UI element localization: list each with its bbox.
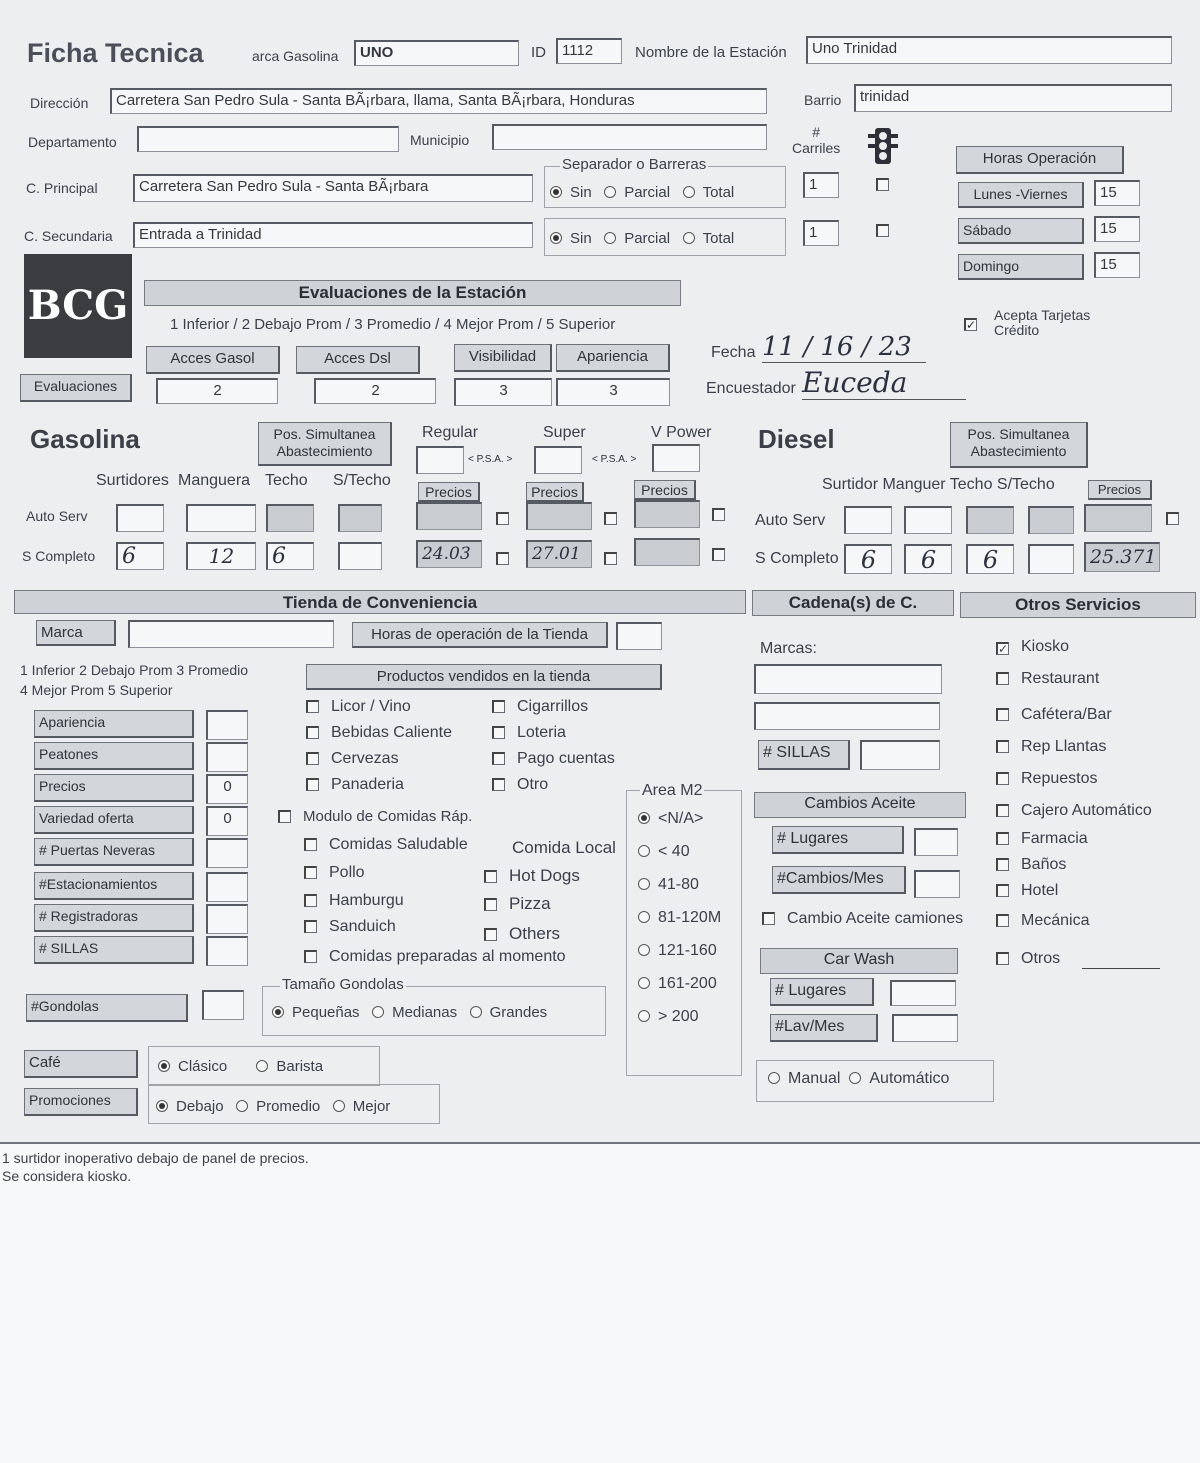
principal-label: C. Principal	[26, 180, 98, 196]
radio-icon[interactable]	[638, 911, 650, 923]
radio-parcial-icon[interactable]	[604, 232, 616, 244]
product-item[interactable]: Loteria	[492, 724, 566, 742]
productos-label: Productos vendidos en la tienda	[306, 664, 662, 690]
d-as-checkbox[interactable]	[1166, 510, 1179, 528]
cw-options[interactable]: Manual Automático	[768, 1070, 949, 1088]
radio-clasico-icon[interactable]	[158, 1060, 170, 1072]
departamento-label: Departamento	[28, 134, 117, 150]
sc-manguera-field[interactable]: 12	[186, 542, 256, 570]
tienda-eval-label: Apariencia	[34, 710, 194, 738]
tienda-eval-label: Precios	[34, 774, 194, 802]
otros-item[interactable]: Restaurant	[996, 670, 1099, 688]
tienda-eval-field[interactable]	[206, 872, 248, 902]
as-regular-checkbox[interactable]	[496, 510, 521, 528]
otros-line	[1082, 968, 1160, 969]
visibilidad-field[interactable]: 3	[454, 378, 552, 406]
tienda-marca-label: Marca	[36, 620, 116, 646]
diesel-cols-label: Surtidor Manguer Techo S/Techo	[822, 476, 1055, 493]
radio-mejor-icon[interactable]	[333, 1100, 345, 1112]
domingo-label: Domingo	[958, 254, 1084, 280]
carriles-label: # Carriles	[792, 124, 841, 156]
as-techo-field[interactable]	[266, 504, 314, 532]
s-completo-label: S Completo	[22, 548, 96, 564]
tienda-eval-field[interactable]	[206, 838, 248, 868]
otros-item[interactable]: Farmacia	[996, 830, 1088, 848]
otros-item[interactable]: Cafétera/Bar	[996, 706, 1112, 724]
sc-vpower-checkbox[interactable]	[712, 546, 737, 564]
techo-label: Techo	[265, 472, 308, 489]
nombre-label: Nombre de la Estación	[635, 44, 787, 61]
aceite-lugares-label: # Lugares	[772, 826, 904, 854]
tienda-marca-field[interactable]	[128, 620, 334, 648]
tienda-horas-field[interactable]	[616, 622, 662, 650]
marca-field[interactable]: UNO	[354, 40, 519, 66]
marcas-label: Marcas:	[760, 640, 817, 657]
d-as-s-techo-field[interactable]	[1028, 506, 1074, 534]
tienda-eval-label: #Estacionamientos	[34, 872, 194, 900]
encuestador-label: Encuestador	[706, 380, 796, 397]
tarjetas-checkbox[interactable]: ✓	[966, 318, 977, 332]
tienda-eval-label: # SILLAS	[34, 936, 194, 964]
separador-row1[interactable]: Sin Parcial Total	[550, 184, 734, 201]
radio-total-icon[interactable]	[683, 232, 695, 244]
evaluaciones-row-label: Evaluaciones	[20, 374, 132, 402]
domingo-field[interactable]: 15	[1094, 252, 1140, 278]
sc-precio-super-field[interactable]: 27.01	[526, 540, 592, 568]
gasolina-pos-sim: Pos. Simultanea Abastecimiento	[258, 422, 392, 466]
barrio-label: Barrio	[804, 92, 842, 108]
vpower-label: V Power	[651, 424, 712, 441]
tamano-title: Tamaño Gondolas	[282, 976, 404, 993]
radio-debajo-icon[interactable]	[156, 1100, 168, 1112]
radio-icon[interactable]	[638, 812, 650, 824]
departamento-field[interactable]	[137, 126, 399, 152]
diesel-auto-serv-label: Auto Serv	[755, 512, 826, 529]
area-option[interactable]: 161-200	[638, 975, 717, 993]
tarjetas-label: Acepta Tarjetas Crédito	[994, 307, 1091, 338]
acces-dsl-field[interactable]: 2	[314, 378, 436, 404]
barrio-field[interactable]: trinidad	[854, 84, 1172, 112]
as-precio-vpower-field[interactable]	[634, 500, 700, 528]
radio-promedio-icon[interactable]	[236, 1100, 248, 1112]
area-option[interactable]: 41-80	[638, 876, 699, 894]
radio-parcial-icon[interactable]	[604, 186, 616, 198]
acces-gasol-field[interactable]: 2	[156, 378, 278, 404]
radio-sin-icon[interactable]	[550, 232, 562, 244]
food-item[interactable]: Pizza	[484, 894, 551, 914]
carriles-checkbox-2[interactable]	[876, 222, 901, 240]
food-item[interactable]: Pollo	[304, 864, 365, 882]
marca-label: arca Gasolina	[252, 48, 339, 64]
area-group	[626, 790, 742, 1076]
encuestador-value[interactable]: Euceda	[802, 366, 966, 400]
gondolas-field[interactable]	[202, 990, 244, 1020]
tienda-title: Tienda de Conveniencia	[14, 590, 746, 614]
diesel-title: Diesel	[758, 424, 835, 454]
aceite-cambios-mes-field[interactable]	[914, 870, 960, 898]
regular-label: Regular	[422, 424, 479, 441]
area-option[interactable]: 81-120M	[638, 909, 721, 927]
as-s-techo-field[interactable]	[338, 504, 382, 532]
food-item[interactable]: Hot Dogs	[484, 866, 580, 886]
auto-serv-label: Auto Serv	[26, 508, 88, 524]
otros-item[interactable]: Hotel	[996, 882, 1058, 900]
vpower-psa-field[interactable]	[652, 444, 700, 472]
tienda-scale-1: 1 Inferior 2 Debajo Prom 3 Promedio	[20, 662, 248, 678]
nombre-field[interactable]: Uno Trinidad	[806, 36, 1172, 64]
cambios-aceite-title: Cambios Aceite	[754, 792, 966, 818]
radio-icon[interactable]	[638, 845, 650, 857]
tienda-eval-label: # Puertas Neveras	[34, 838, 194, 866]
fecha-value[interactable]: 11 / 16 / 23	[762, 332, 926, 363]
radio-medianas-icon[interactable]	[372, 1006, 384, 1018]
apariencia-label: Apariencia	[556, 344, 670, 372]
d-sc-surtidor-field[interactable]: 6	[844, 544, 892, 574]
otros-item[interactable]: Cajero Automático	[996, 802, 1152, 820]
as-vpower-checkbox[interactable]	[712, 506, 737, 524]
aceite-cambios-mes-label: #Cambios/Mes	[772, 866, 906, 894]
product-item[interactable]: Cervezas	[306, 750, 399, 768]
radio-automatico-icon[interactable]	[849, 1072, 861, 1084]
promo-options[interactable]: Debajo Promedio Mejor	[156, 1098, 390, 1115]
sc-s-techo-field[interactable]	[338, 542, 382, 570]
marcas-field-1[interactable]	[754, 664, 942, 694]
food-item[interactable]: Hamburgu	[304, 892, 404, 910]
carriles-field-2[interactable]: 1	[803, 220, 839, 246]
precios-super-header: Precios	[526, 482, 584, 502]
as-precio-regular-field[interactable]	[416, 502, 482, 530]
as-precio-super-field[interactable]	[526, 502, 592, 530]
tienda-eval-field[interactable]	[206, 742, 248, 772]
sabado-label: Sábado	[958, 218, 1084, 244]
municipio-label: Municipio	[410, 132, 470, 148]
cafe-options[interactable]: Clásico Barista	[158, 1058, 323, 1075]
food-item[interactable]: Comidas preparadas al momento	[304, 948, 566, 966]
product-item[interactable]: Pago cuentas	[492, 750, 615, 768]
notes-line-2: Se considera kiosko.	[2, 1168, 132, 1184]
visibilidad-label: Visibilidad	[454, 344, 552, 372]
cafe-label: Café	[24, 1050, 138, 1078]
sc-precio-vpower-field[interactable]	[634, 538, 700, 566]
area-option[interactable]: > 200	[638, 1008, 698, 1026]
sc-super-checkbox[interactable]	[604, 550, 629, 568]
d-sc-s-techo-field[interactable]	[1028, 544, 1074, 574]
radio-manual-icon[interactable]	[768, 1072, 780, 1084]
otros-item[interactable]: Mecánica	[996, 912, 1089, 930]
car-wash-title: Car Wash	[760, 948, 958, 974]
otros-item[interactable]: Rep Llantas	[996, 738, 1106, 756]
diesel-s-completo-label: S Completo	[755, 550, 839, 567]
area-option[interactable]: < 40	[638, 843, 690, 861]
camiones-row[interactable]: Cambio Aceite camiones	[762, 910, 963, 928]
separador-title: Separador o Barreras	[562, 156, 707, 173]
food-item[interactable]: Comidas Saludable	[304, 836, 468, 854]
id-label: ID	[531, 44, 546, 61]
radio-grandes-icon[interactable]	[470, 1006, 482, 1018]
d-sc-precio-field[interactable]: 25.371	[1084, 542, 1160, 572]
otros-title: Otros Servicios	[960, 592, 1196, 618]
product-item[interactable]: Licor / Vino	[306, 698, 411, 716]
d-sc-techo-field[interactable]: 6	[966, 544, 1014, 574]
lunes-viernes-field[interactable]: 15	[1094, 180, 1140, 206]
diesel-pos-sim: Pos. Simultanea Abastecimiento	[950, 422, 1088, 468]
carriles-field-1[interactable]: 1	[803, 172, 839, 198]
cadena-title: Cadena(s) de C.	[752, 590, 954, 616]
apariencia-field[interactable]: 3	[556, 378, 670, 406]
product-item[interactable]: Bebidas Caliente	[306, 724, 452, 742]
as-super-checkbox[interactable]	[604, 510, 629, 528]
s-techo-label: S/Techo	[333, 472, 391, 489]
radio-pequenas-icon[interactable]	[272, 1006, 284, 1018]
product-item[interactable]: Cigarrillos	[492, 698, 588, 716]
sc-surtidores-field[interactable]: 6	[116, 542, 164, 570]
radio-icon[interactable]	[638, 878, 650, 890]
tienda-eval-label: Peatones	[34, 742, 194, 770]
tienda-horas-label: Horas de operación de la Tienda	[352, 622, 608, 648]
super-psa-field[interactable]	[534, 446, 582, 474]
surtidores-label: Surtidores	[96, 472, 169, 489]
gasolina-title: Gasolina	[30, 424, 140, 454]
area-title: Area M2	[642, 782, 703, 799]
tienda-eval-field[interactable]	[206, 710, 248, 740]
sc-regular-checkbox[interactable]	[496, 550, 521, 568]
notes-area[interactable]	[0, 1142, 1200, 1463]
id-field[interactable]: 1112	[556, 38, 622, 64]
otros-item[interactable]: Baños	[996, 856, 1066, 874]
radio-icon[interactable]	[638, 977, 650, 989]
otros-item[interactable]: ✓ Kiosko	[998, 638, 1070, 656]
d-as-precio-field[interactable]	[1084, 504, 1152, 532]
regular-psa-field[interactable]	[416, 446, 464, 474]
cw-lugares-label: # Lugares	[770, 978, 874, 1006]
tienda-eval-field[interactable]: 0	[206, 806, 248, 836]
d-as-surtidor-field[interactable]	[844, 506, 892, 534]
product-item[interactable]: Panaderia	[306, 776, 404, 794]
d-as-manguer-field[interactable]	[904, 506, 952, 534]
tienda-eval-field[interactable]	[206, 904, 248, 934]
tienda-eval-field[interactable]	[206, 936, 248, 966]
direccion-field[interactable]: Carretera San Pedro Sula - Santa BÃ¡rbara, llama, Santa BÃ¡rbara, Honduras	[110, 88, 767, 114]
comida-local-label: Comida Local	[512, 838, 616, 857]
precios-vpower-header: Precios	[634, 480, 696, 500]
separador-row2[interactable]: Sin Parcial Total	[550, 230, 734, 247]
cw-lugares-field[interactable]	[890, 980, 956, 1006]
radio-barista-icon[interactable]	[256, 1060, 268, 1072]
promociones-label: Promociones	[24, 1088, 138, 1116]
evaluaciones-title: Evaluaciones de la Estación	[144, 280, 681, 306]
principal-field[interactable]: Carretera San Pedro Sula - Santa BÃ¡rbara	[133, 174, 533, 202]
tienda-eval-field[interactable]: 0	[206, 774, 248, 804]
sabado-field[interactable]: 15	[1094, 216, 1140, 242]
tienda-eval-label: # Registradoras	[34, 904, 194, 932]
evaluaciones-scale: 1 Inferior / 2 Debajo Prom / 3 Promedio / 4 Mejor Prom / 5 Superior	[170, 316, 616, 333]
gondolas-label: #Gondolas	[26, 994, 188, 1022]
secundaria-label: C. Secundaria	[24, 228, 113, 244]
area-option[interactable]: <N/A>	[638, 810, 703, 828]
modulo-row[interactable]: Modulo de Comidas Ráp.	[278, 808, 472, 825]
psa-2-label: < P.S.A. >	[592, 454, 637, 465]
direccion-label: Dirección	[30, 95, 89, 111]
radio-sin-icon[interactable]	[550, 186, 562, 198]
cw-lav-mes-label: #Lav/Mes	[770, 1014, 878, 1042]
aceite-lugares-field[interactable]	[914, 828, 958, 856]
secundaria-field[interactable]: Entrada a Trinidad	[133, 222, 533, 248]
precios-regular-header: Precios	[418, 482, 480, 502]
food-item[interactable]: Others	[484, 924, 560, 944]
cadena-sillas-label: # SILLAS	[758, 740, 850, 770]
area-option[interactable]: 121-160	[638, 942, 717, 960]
lunes-viernes-label: Lunes -Viernes	[958, 182, 1084, 208]
traffic-light-icon	[866, 126, 900, 166]
radio-icon[interactable]	[638, 1010, 650, 1022]
marcas-field-2[interactable]	[754, 702, 940, 730]
d-sc-manguer-field[interactable]: 6	[904, 544, 952, 574]
sc-precio-regular-field[interactable]: 24.03	[416, 540, 482, 568]
horas-operacion-button[interactable]: Horas Operación	[956, 146, 1124, 174]
d-as-techo-field[interactable]	[966, 506, 1014, 534]
form-title: Ficha Tecnica	[27, 38, 204, 68]
cadena-sillas-field[interactable]	[860, 740, 940, 770]
notes-line-1: 1 surtidor inoperativo debajo de panel de precios.	[2, 1150, 309, 1166]
as-manguera-field[interactable]	[186, 504, 256, 532]
super-label: Super	[543, 424, 586, 441]
otros-item[interactable]: Repuestos	[996, 770, 1098, 788]
food-item[interactable]: Sanduich	[304, 918, 396, 936]
as-surtidores-field[interactable]	[116, 504, 164, 532]
bcg-logo: BCG	[24, 254, 132, 358]
sc-techo-field[interactable]: 6	[266, 542, 314, 570]
radio-icon[interactable]	[638, 944, 650, 956]
product-item[interactable]: Otro	[492, 776, 548, 794]
manguera-label: Manguera	[178, 472, 251, 489]
psa-1-label: < P.S.A. >	[468, 454, 513, 465]
municipio-field[interactable]	[492, 124, 767, 150]
tienda-scale-2: 4 Mejor Prom 5 Superior	[20, 682, 173, 698]
acces-gasol-label: Acces Gasol	[146, 346, 280, 374]
carriles-checkbox-1[interactable]	[876, 176, 901, 194]
acces-dsl-label: Acces Dsl	[296, 346, 420, 374]
otros-item[interactable]: Otros	[996, 950, 1060, 968]
fecha-label: Fecha	[711, 344, 756, 361]
tamano-options[interactable]: Pequeñas Medianas Grandes	[272, 1004, 547, 1021]
cw-lav-mes-field[interactable]	[892, 1014, 958, 1042]
tienda-eval-label: Variedad oferta	[34, 806, 194, 834]
radio-total-icon[interactable]	[683, 186, 695, 198]
diesel-precios-header: Precios	[1088, 480, 1152, 500]
